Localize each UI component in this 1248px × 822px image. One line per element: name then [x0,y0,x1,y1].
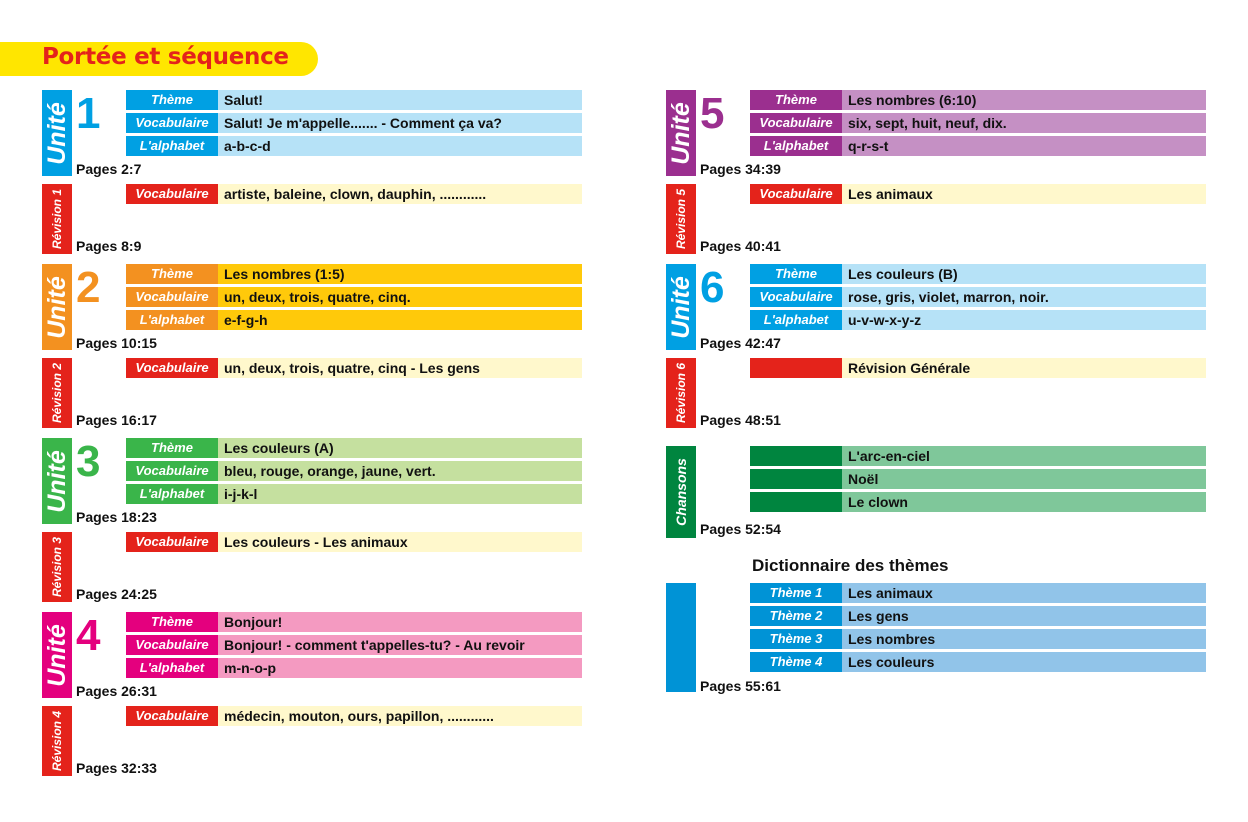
unit-6-alphabet-row-text: u-v-w-x-y-z [842,310,1206,330]
dictionary-bar [666,583,696,692]
unit-2-number: 2 [76,263,101,312]
unit-5-bar [666,90,696,176]
unit-3-alphabet-row-text: i-j-k-l [218,484,582,504]
unit-5-vocab-row [750,113,1206,133]
revision-3-vocab-row-text: Les couleurs - Les animaux [218,532,582,552]
unit-5-theme-row-text: Les nombres (6:10) [842,90,1206,110]
page-title-banner [0,42,318,76]
unit-6-vocab-row-label: Vocabulaire [750,287,842,307]
unit-3-theme-row [126,438,582,458]
unit-5-number: 5 [700,89,725,138]
dictionary-theme-row-1-text: Les animaux [842,583,1206,603]
unit-6-alphabet-row-label: L'alphabet [750,310,842,330]
revision-1-bar [42,184,72,254]
unit-1-alphabet-row [126,136,582,156]
revision-5-vocab-row [750,184,1206,204]
revision-6-pages: Pages 48:51 [700,412,781,428]
unit-5-bar-label: Unité [666,101,695,165]
revision-1-pages: Pages 8:9 [76,238,142,254]
unit-2-vocab-row-text: un, deux, trois, quatre, cinq. [218,287,582,307]
chansons-bar-label: Chansons [673,458,689,526]
revision-6-vocab-row [750,358,1206,378]
unit-4-theme-row-label: Thème [126,612,218,632]
unit-3-number: 3 [76,437,101,486]
dictionary-theme-row-4-label: Thème 4 [750,652,842,672]
unit-6-vocab-row [750,287,1206,307]
chanson-row-1-label [750,446,842,466]
unit-2-vocab-row [126,287,582,307]
dictionary-theme-row-1-label: Thème 1 [750,583,842,603]
revision-5-bar-label: Révision 5 [674,188,688,250]
dictionary-pages: Pages 55:61 [700,678,781,694]
unit-6-vocab-row-text: rose, gris, violet, marron, noir. [842,287,1206,307]
unit-1-bar [42,90,72,176]
revision-3-vocab-row [126,532,582,552]
unit-4-alphabet-row-text: m-n-o-p [218,658,582,678]
unit-2-theme-row [126,264,582,284]
unit-3-vocab-row-label: Vocabulaire [126,461,218,481]
revision-1-vocab-row-label: Vocabulaire [126,184,218,204]
unit-6-number: 6 [700,263,725,312]
unit-2-pages: Pages 10:15 [76,335,157,351]
revision-4-bar [42,706,72,776]
page-title: Portée et séquence [42,44,289,70]
dictionary-theme-row-2-label: Thème 2 [750,606,842,626]
revision-5-bar [666,184,696,254]
unit-4-alphabet-row-label: L'alphabet [126,658,218,678]
revision-6-bar [666,358,696,428]
dictionary-theme-row-1 [750,583,1206,603]
unit-4-bar [42,612,72,698]
unit-3-alphabet-row [126,484,582,504]
unit-1-theme-row-text: Salut! [218,90,582,110]
unit-6-bar [666,264,696,350]
revision-5-pages: Pages 40:41 [700,238,781,254]
chanson-row-3-text: Le clown [842,492,1206,512]
dictionary-theme-row-4 [750,652,1206,672]
unit-3-vocab-row [126,461,582,481]
revision-4-vocab-row-text: médecin, mouton, ours, papillon, ............ [218,706,582,726]
chanson-row-2 [750,469,1206,489]
unit-4-number: 4 [76,611,101,660]
unit-4-theme-row-text: Bonjour! [218,612,582,632]
chanson-row-2-label [750,469,842,489]
unit-3-theme-row-text: Les couleurs (A) [218,438,582,458]
revision-4-vocab-row-label: Vocabulaire [126,706,218,726]
revision-2-vocab-row-text: un, deux, trois, quatre, cinq - Les gens [218,358,582,378]
unit-4-alphabet-row [126,658,582,678]
unit-6-alphabet-row [750,310,1206,330]
revision-2-vocab-row [126,358,582,378]
unit-5-alphabet-row [750,136,1206,156]
revision-2-bar [42,358,72,428]
revision-3-pages: Pages 24:25 [76,586,157,602]
dictionary-theme-row-2-text: Les gens [842,606,1206,626]
unit-3-bar [42,438,72,524]
unit-1-theme-row [126,90,582,110]
unit-4-theme-row [126,612,582,632]
chanson-row-3-label [750,492,842,512]
dictionary-title: Dictionnaire des thèmes [752,556,949,575]
unit-1-theme-row-label: Thème [126,90,218,110]
unit-5-theme-row [750,90,1206,110]
unit-2-theme-row-text: Les nombres (1:5) [218,264,582,284]
unit-1-pages: Pages 2:7 [76,161,142,177]
unit-3-alphabet-row-label: L'alphabet [126,484,218,504]
unit-5-vocab-row-text: six, sept, huit, neuf, dix. [842,113,1206,133]
unit-2-bar [42,264,72,350]
unit-6-theme-row-label: Thème [750,264,842,284]
unit-5-pages: Pages 34:39 [700,161,781,177]
dictionary-theme-row-3 [750,629,1206,649]
revision-5-vocab-row-text: Les animaux [842,184,1206,204]
unit-4-bar-label: Unité [42,623,71,687]
unit-3-bar-label: Unité [42,449,71,513]
unit-4-vocab-row-text: Bonjour! - comment t'appelles-tu? - Au revoir [218,635,582,655]
unit-1-vocab-row-text: Salut! Je m'appelle....... - Comment ça va? [218,113,582,133]
unit-5-theme-row-label: Thème [750,90,842,110]
unit-5-alphabet-row-text: q-r-s-t [842,136,1206,156]
unit-1-vocab-row-label: Vocabulaire [126,113,218,133]
unit-4-pages: Pages 26:31 [76,683,157,699]
revision-1-bar-label: Révision 1 [50,188,64,250]
revision-2-pages: Pages 16:17 [76,412,157,428]
unit-3-pages: Pages 18:23 [76,509,157,525]
unit-2-alphabet-row [126,310,582,330]
unit-4-vocab-row [126,635,582,655]
unit-3-vocab-row-text: bleu, rouge, orange, jaune, vert. [218,461,582,481]
unit-1-alphabet-row-label: L'alphabet [126,136,218,156]
chanson-row-1-text: L'arc-en-ciel [842,446,1206,466]
chansons-pages: Pages 52:54 [700,521,781,537]
revision-3-vocab-row-label: Vocabulaire [126,532,218,552]
chanson-row-2-text: Noël [842,469,1206,489]
unit-1-vocab-row [126,113,582,133]
revision-6-vocab-row-label [750,358,842,378]
dictionary-theme-row-3-label: Thème 3 [750,629,842,649]
dictionary-theme-row-3-text: Les nombres [842,629,1206,649]
unit-6-theme-row-text: Les couleurs (B) [842,264,1206,284]
revision-4-pages: Pages 32:33 [76,760,157,776]
revision-3-bar [42,532,72,602]
unit-2-theme-row-label: Thème [126,264,218,284]
revision-4-vocab-row [126,706,582,726]
unit-6-theme-row [750,264,1206,284]
revision-4-bar-label: Révision 4 [50,710,64,772]
unit-2-vocab-row-label: Vocabulaire [126,287,218,307]
revision-3-bar-label: Révision 3 [50,536,64,598]
unit-2-alphabet-row-label: L'alphabet [126,310,218,330]
chanson-row-3 [750,492,1206,512]
revision-6-bar-label: Révision 6 [674,362,688,424]
unit-2-alphabet-row-text: e-f-g-h [218,310,582,330]
chanson-row-1 [750,446,1206,466]
revision-6-vocab-row-text: Révision Générale [842,358,1206,378]
revision-1-vocab-row-text: artiste, baleine, clown, dauphin, ............ [218,184,582,204]
unit-6-pages: Pages 42:47 [700,335,781,351]
revision-2-bar-label: Révision 2 [50,362,64,424]
dictionary-theme-row-4-text: Les couleurs [842,652,1206,672]
unit-1-bar-label: Unité [42,101,71,165]
chansons-bar [666,446,696,538]
unit-1-alphabet-row-text: a-b-c-d [218,136,582,156]
unit-4-vocab-row-label: Vocabulaire [126,635,218,655]
revision-5-vocab-row-label: Vocabulaire [750,184,842,204]
dictionary-theme-row-2 [750,606,1206,626]
unit-5-alphabet-row-label: L'alphabet [750,136,842,156]
unit-5-vocab-row-label: Vocabulaire [750,113,842,133]
revision-1-vocab-row [126,184,582,204]
revision-2-vocab-row-label: Vocabulaire [126,358,218,378]
unit-6-bar-label: Unité [666,275,695,339]
unit-3-theme-row-label: Thème [126,438,218,458]
unit-2-bar-label: Unité [42,275,71,339]
unit-1-number: 1 [76,89,101,138]
